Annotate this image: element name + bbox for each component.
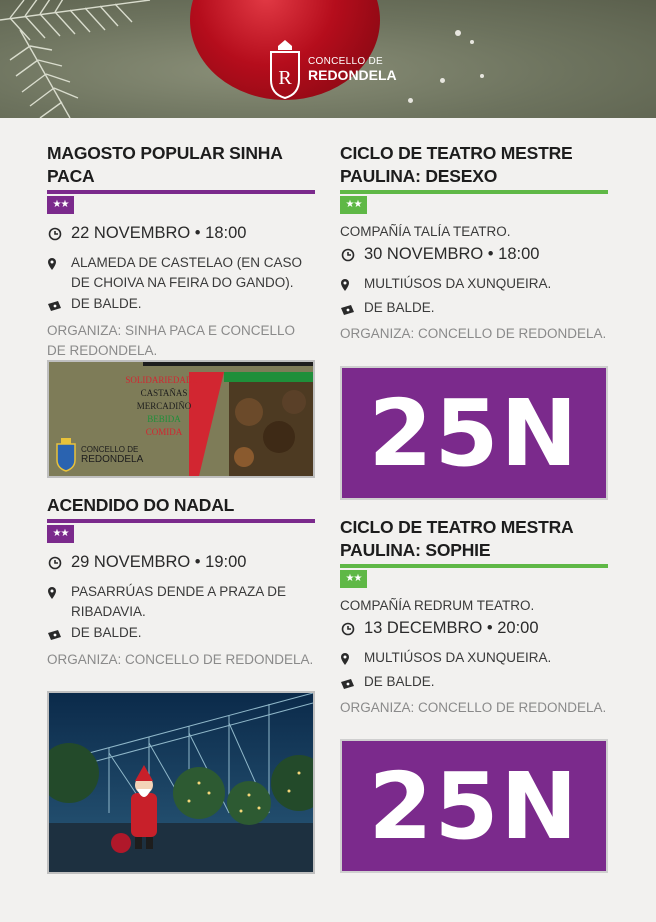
event-price-row (340, 672, 608, 695)
clock-icon (340, 622, 356, 636)
stars-badge: ★★ (340, 196, 367, 214)
event-price: DE BALDE. (364, 674, 435, 689)
event-location: MULTIÚSOS DA XUNQUEIRA. (364, 650, 552, 665)
event-price-row (47, 623, 315, 646)
event-organiza: ORGANIZA: CONCELLO DE REDONDELA. (340, 700, 607, 715)
poster-logo (55, 438, 143, 472)
logo-line1: CONCELLO DE (308, 56, 383, 68)
stars-badge: ★★ (340, 570, 367, 588)
event-company: COMPAÑÍA REDRUM TEATRO. (340, 598, 535, 613)
ticket-icon (47, 294, 63, 317)
event-location-row (340, 274, 608, 297)
event-organiza: ORGANIZA: SINHA PACA E CONCELLO DE REDONDELA. (47, 323, 296, 358)
event-location-row (47, 582, 315, 622)
event-date-row (47, 553, 315, 572)
logo-line2: REDONDELA (308, 66, 397, 83)
coat-of-arms-icon (268, 40, 302, 100)
magosto-poster (47, 360, 315, 478)
event-location: PASARRÚAS DENDE A PRAZA DE RIBADAVIA. (71, 584, 287, 619)
event-location-row (340, 648, 608, 671)
title-rule (47, 519, 315, 523)
event-organiza: ORGANIZA: CONCELLO DE REDONDELA. (47, 652, 314, 667)
left-column-2 (47, 494, 315, 670)
event-date-row (47, 224, 315, 243)
clock-icon (47, 227, 63, 241)
event-date-row (340, 619, 608, 638)
clock-icon (340, 248, 356, 262)
poster-line5: COMIDA (145, 427, 183, 437)
25n-badge: 25N (340, 739, 608, 873)
right-column (340, 142, 608, 344)
poster-logo-line1: CONCELLO DE (81, 445, 139, 454)
title-rule (340, 564, 608, 568)
ticket-icon (340, 672, 356, 695)
pine-branch-icon (0, 0, 170, 118)
title-rule (47, 190, 315, 194)
poster-shield-icon (55, 438, 77, 472)
event-company: COMPAÑÍA TALÍA TEATRO. (340, 224, 511, 239)
event-date-row (340, 245, 608, 264)
event-title: ACENDIDO DO NADAL (47, 495, 235, 515)
clock-icon (47, 556, 63, 570)
poster-line3: MERCADIÑO (136, 401, 192, 411)
poster-line4: BEBIDA (147, 414, 181, 424)
header-banner (0, 0, 656, 118)
map-pin-icon (340, 274, 356, 297)
ticket-icon (340, 298, 356, 321)
stars-badge: ★★ (47, 525, 74, 543)
event-title: MAGOSTO POPULAR SINHA PACA (47, 143, 282, 186)
right-column-2 (340, 516, 608, 718)
poster-logo-line2: REDONDELA (81, 454, 144, 465)
left-column (47, 142, 315, 361)
nadal-photo (47, 691, 315, 874)
event-title: CICLO DE TEATRO MESTRE PAULINA: DESEXO (340, 143, 573, 186)
poster-text-block (119, 374, 209, 439)
concello-logo (268, 40, 397, 100)
ticket-icon (47, 623, 63, 646)
event-date: 13 DECEMBRO • 20:00 (364, 619, 539, 637)
stars-badge: ★★ (47, 196, 74, 214)
title-rule (340, 190, 608, 194)
event-location-row (47, 253, 315, 293)
event-price: DE BALDE. (71, 296, 142, 311)
poster-line2: CASTAÑAS (140, 388, 188, 398)
event-location: ALAMEDA DE CASTELAO (EN CASO DE CHOIVA NA FEIRA DO GANDO). (71, 255, 303, 290)
event-price-row (47, 294, 315, 317)
nadal-scene (49, 693, 313, 872)
event-price-row (340, 298, 608, 321)
event-price: DE BALDE. (364, 300, 435, 315)
25n-badge: 25N (340, 366, 608, 500)
event-location: MULTIÚSOS DA XUNQUEIRA. (364, 276, 552, 291)
event-price: DE BALDE. (71, 625, 142, 640)
map-pin-icon (340, 648, 356, 671)
event-date: 30 NOVEMBRO • 18:00 (364, 245, 540, 263)
map-pin-icon (47, 582, 63, 622)
event-date: 29 NOVEMBRO • 19:00 (71, 553, 247, 571)
event-title: CICLO DE TEATRO MESTRA PAULINA: SOPHIE (340, 517, 573, 560)
map-pin-icon (47, 253, 63, 293)
event-date: 22 NOVEMBRO • 18:00 (71, 224, 247, 242)
event-organiza: ORGANIZA: CONCELLO DE REDONDELA. (340, 326, 607, 341)
poster-line1: SOLIDARIEDADE : (125, 375, 203, 385)
svg-text:R: R (278, 67, 292, 89)
